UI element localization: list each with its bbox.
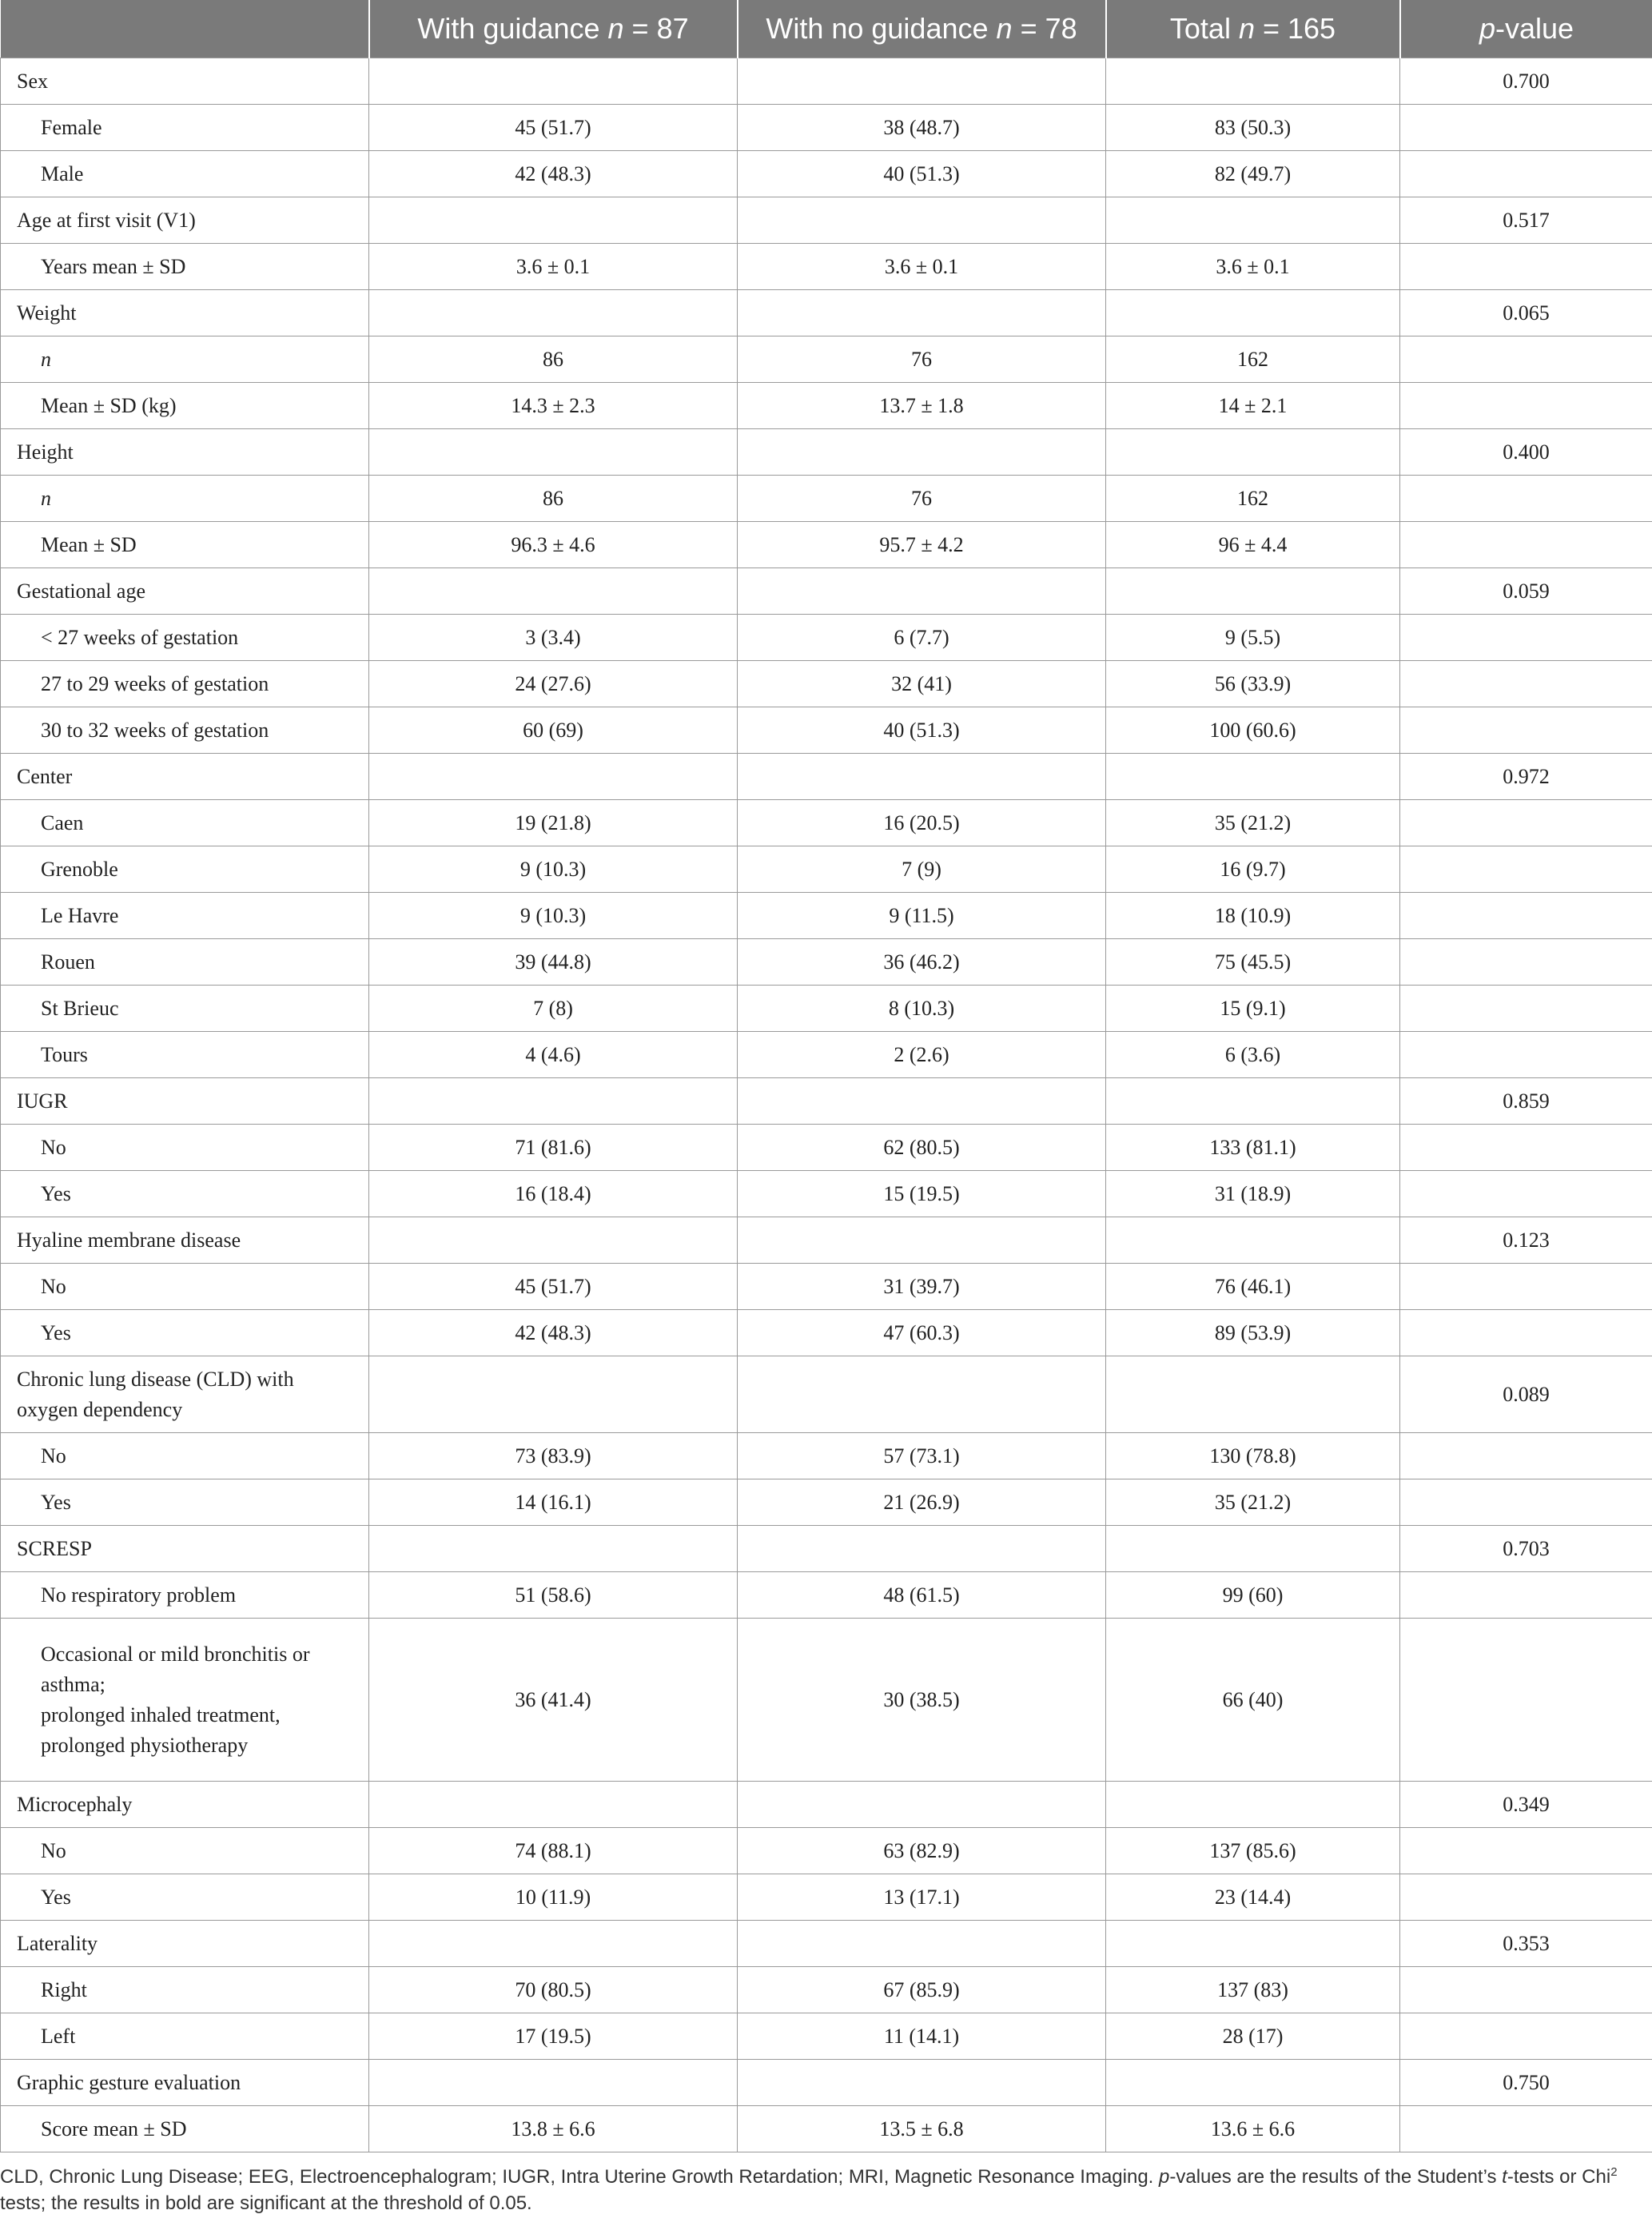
row-label: Rouen [1,939,369,986]
row-label-line: oxygen dependency [17,1397,183,1421]
row-label: Score mean ± SD [1,2106,369,2152]
cell-no-guidance: 76 [738,476,1106,522]
table-footnote [0,2164,1652,2216]
row-label: Weight [1,290,369,336]
cell-with-guidance [369,1921,738,1967]
cell-no-guidance: 32 (41) [738,661,1106,707]
header-row [1,0,1652,58]
row-label [1,1619,369,1782]
row-label: Mean ± SD [1,522,369,568]
cell-no-guidance: 62 (80.5) [738,1125,1106,1171]
table-header [1,0,1652,58]
cell-p-value [1400,522,1652,568]
row-label: Center [1,754,369,800]
cell-with-guidance: 9 (10.3) [369,893,738,939]
header-total-text: Total [1169,12,1239,45]
cell-total: 35 (21.2) [1106,800,1400,846]
cell-p-value: 0.089 [1400,1356,1652,1433]
cell-with-guidance: 17 (19.5) [369,2013,738,2060]
cell-no-guidance: 95.7 ± 4.2 [738,522,1106,568]
cell-total: 130 (78.8) [1106,1433,1400,1479]
cell-no-guidance: 9 (11.5) [738,893,1106,939]
cell-with-guidance: 73 (83.9) [369,1433,738,1479]
cell-with-guidance: 36 (41.4) [369,1619,738,1782]
footnote-text: CLD, Chronic Lung Disease; EEG, Electroencephalogram; IUGR, Intra Uterine Growth Retardation; MRI, Magnetic Resonance Imaging. [0,2166,1159,2188]
row-label: No [1,1433,369,1479]
cell-total [1106,429,1400,476]
table-row [1,1479,1652,1526]
cell-no-guidance [738,1921,1106,1967]
row-label: Height [1,429,369,476]
cell-no-guidance [738,1356,1106,1433]
table-row [1,1078,1652,1125]
cell-total [1106,1921,1400,1967]
row-label: Yes [1,1874,369,1921]
header-no-guidance-value: = 78 [1012,12,1077,45]
cell-p-value [1400,800,1652,846]
cell-no-guidance: 40 (51.3) [738,151,1106,197]
cell-with-guidance: 19 (21.8) [369,800,738,846]
cell-no-guidance: 21 (26.9) [738,1479,1106,1526]
header-no-guidance-n: n [996,12,1013,45]
cell-no-guidance: 2 (2.6) [738,1032,1106,1078]
cell-no-guidance [738,1217,1106,1264]
cell-total: 82 (49.7) [1106,151,1400,197]
cell-total: 100 (60.6) [1106,707,1400,754]
table-row [1,754,1652,800]
cell-p-value [1400,661,1652,707]
cell-p-value: 0.353 [1400,1921,1652,1967]
table-row [1,151,1652,197]
cell-with-guidance: 39 (44.8) [369,939,738,986]
header-no-guidance [738,0,1106,58]
row-label: Yes [1,1310,369,1356]
cell-total: 23 (14.4) [1106,1874,1400,1921]
table-row [1,1782,1652,1828]
cell-p-value [1400,1264,1652,1310]
cell-with-guidance: 3.6 ± 0.1 [369,244,738,290]
cell-total: 18 (10.9) [1106,893,1400,939]
cell-p-value [1400,1310,1652,1356]
row-label: Caen [1,800,369,846]
table-row [1,1356,1652,1433]
table-row [1,615,1652,661]
header-with-guidance-value: = 87 [623,12,689,45]
row-label: Yes [1,1171,369,1217]
row-label: Hyaline membrane disease [1,1217,369,1264]
cell-with-guidance: 24 (27.6) [369,661,738,707]
cell-no-guidance: 13 (17.1) [738,1874,1106,1921]
cell-no-guidance: 3.6 ± 0.1 [738,244,1106,290]
cell-no-guidance: 6 (7.7) [738,615,1106,661]
cell-no-guidance: 48 (61.5) [738,1572,1106,1619]
table-row [1,893,1652,939]
cell-no-guidance [738,290,1106,336]
cell-p-value [1400,1967,1652,2013]
cell-p-value [1400,105,1652,151]
cell-no-guidance [738,1526,1106,1572]
cell-total: 13.6 ± 6.6 [1106,2106,1400,2152]
table-row [1,336,1652,383]
cell-with-guidance: 96.3 ± 4.6 [369,522,738,568]
row-label-line: Chronic lung disease (CLD) with [17,1367,294,1391]
cell-no-guidance [738,429,1106,476]
header-with-guidance [369,0,738,58]
cell-with-guidance [369,1217,738,1264]
cell-p-value [1400,846,1652,893]
row-label: SCRESP [1,1526,369,1572]
cell-p-value [1400,476,1652,522]
cell-p-value: 0.972 [1400,754,1652,800]
row-label: n [1,476,369,522]
cell-with-guidance [369,1078,738,1125]
cell-p-value [1400,2106,1652,2152]
cell-p-value [1400,1125,1652,1171]
cell-total: 99 (60) [1106,1572,1400,1619]
cell-p-value: 0.059 [1400,568,1652,615]
cell-p-value [1400,986,1652,1032]
row-label: Age at first visit (V1) [1,197,369,244]
footnote-superscript: 2 [1610,2165,1618,2179]
header-no-guidance-text: With no guidance [766,12,997,45]
cell-total: 31 (18.9) [1106,1171,1400,1217]
cell-total: 96 ± 4.4 [1106,522,1400,568]
row-label: Le Havre [1,893,369,939]
header-p-italic: p [1479,12,1495,45]
cell-p-value [1400,336,1652,383]
table-row [1,2106,1652,2152]
cell-no-guidance: 63 (82.9) [738,1828,1106,1874]
cell-with-guidance [369,429,738,476]
row-label: Yes [1,1479,369,1526]
cell-total [1106,1356,1400,1433]
cell-total: 14 ± 2.1 [1106,383,1400,429]
cell-total [1106,568,1400,615]
header-total-n: n [1238,12,1255,45]
header-p-value [1400,0,1652,58]
cell-with-guidance: 74 (88.1) [369,1828,738,1874]
table-row [1,1032,1652,1078]
table-row [1,522,1652,568]
cell-with-guidance: 14.3 ± 2.3 [369,383,738,429]
cell-p-value [1400,1032,1652,1078]
row-label: St Brieuc [1,986,369,1032]
header-empty-cell [1,0,369,58]
cell-p-value [1400,1433,1652,1479]
cell-total: 162 [1106,476,1400,522]
cell-with-guidance [369,2060,738,2106]
cell-with-guidance: 13.8 ± 6.6 [369,2106,738,2152]
cell-no-guidance: 8 (10.3) [738,986,1106,1032]
table-row [1,476,1652,522]
cell-total: 56 (33.9) [1106,661,1400,707]
cell-with-guidance: 45 (51.7) [369,105,738,151]
cell-total [1106,1078,1400,1125]
cell-total: 133 (81.1) [1106,1125,1400,1171]
cell-with-guidance [369,1782,738,1828]
cell-with-guidance: 51 (58.6) [369,1572,738,1619]
cell-with-guidance: 7 (8) [369,986,738,1032]
cell-with-guidance: 10 (11.9) [369,1874,738,1921]
table-row [1,939,1652,986]
row-label-line: Occasional or mild bronchitis or [41,1642,310,1666]
cell-no-guidance: 31 (39.7) [738,1264,1106,1310]
cell-total [1106,1526,1400,1572]
cell-p-value: 0.123 [1400,1217,1652,1264]
cell-with-guidance [369,1526,738,1572]
cell-p-value [1400,615,1652,661]
cell-with-guidance [369,568,738,615]
cell-total [1106,58,1400,105]
row-label: Graphic gesture evaluation [1,2060,369,2106]
cell-no-guidance: 16 (20.5) [738,800,1106,846]
table-row [1,661,1652,707]
header-p-text: -value [1495,12,1574,45]
table-row [1,707,1652,754]
cell-with-guidance: 42 (48.3) [369,151,738,197]
cell-total [1106,1217,1400,1264]
table-row [1,1921,1652,1967]
cell-no-guidance: 30 (38.5) [738,1619,1106,1782]
cell-with-guidance: 42 (48.3) [369,1310,738,1356]
cell-p-value [1400,939,1652,986]
cell-total: 6 (3.6) [1106,1032,1400,1078]
row-label-line: asthma; [41,1672,105,1696]
table-row [1,105,1652,151]
cell-p-value [1400,1828,1652,1874]
cell-total [1106,197,1400,244]
cell-p-value [1400,1171,1652,1217]
row-label-line: prolonged inhaled treatment, [41,1702,281,1726]
row-label: < 27 weeks of gestation [1,615,369,661]
cell-with-guidance: 70 (80.5) [369,1967,738,2013]
table-row [1,2013,1652,2060]
row-label: Sex [1,58,369,105]
cell-p-value: 0.859 [1400,1078,1652,1125]
cell-total: 75 (45.5) [1106,939,1400,986]
cell-with-guidance: 86 [369,476,738,522]
table-row [1,568,1652,615]
cell-total: 15 (9.1) [1106,986,1400,1032]
cell-p-value [1400,151,1652,197]
table-body [1,58,1652,2152]
row-label-line: prolonged physiotherapy [41,1733,249,1757]
cell-no-guidance [738,1782,1106,1828]
cell-no-guidance [738,197,1106,244]
row-label: Mean ± SD (kg) [1,383,369,429]
cell-with-guidance: 4 (4.6) [369,1032,738,1078]
cell-p-value [1400,707,1652,754]
cell-no-guidance: 40 (51.3) [738,707,1106,754]
row-label [1,1356,369,1433]
footnote-t-italic: t [1502,2166,1507,2188]
cell-no-guidance [738,2060,1106,2106]
row-label: Male [1,151,369,197]
cell-no-guidance [738,1078,1106,1125]
cell-p-value [1400,2013,1652,2060]
table-row [1,1619,1652,1782]
table-row [1,290,1652,336]
table-row [1,1171,1652,1217]
cell-with-guidance: 86 [369,336,738,383]
cell-no-guidance: 57 (73.1) [738,1433,1106,1479]
cell-with-guidance: 16 (18.4) [369,1171,738,1217]
table-row [1,244,1652,290]
table-row [1,1433,1652,1479]
table-row [1,846,1652,893]
cell-p-value: 0.703 [1400,1526,1652,1572]
cell-no-guidance: 47 (60.3) [738,1310,1106,1356]
table-row [1,429,1652,476]
header-with-guidance-n: n [607,12,624,45]
cell-p-value: 0.700 [1400,58,1652,105]
cell-no-guidance [738,754,1106,800]
cell-p-value [1400,383,1652,429]
cell-no-guidance: 13.5 ± 6.8 [738,2106,1106,2152]
cell-total: 89 (53.9) [1106,1310,1400,1356]
table-row [1,1874,1652,1921]
row-label: Left [1,2013,369,2060]
row-label: 30 to 32 weeks of gestation [1,707,369,754]
cell-no-guidance [738,568,1106,615]
table-row [1,383,1652,429]
cell-no-guidance: 11 (14.1) [738,2013,1106,2060]
row-label: Microcephaly [1,1782,369,1828]
cell-total: 35 (21.2) [1106,1479,1400,1526]
cell-with-guidance: 9 (10.3) [369,846,738,893]
row-label: Tours [1,1032,369,1078]
row-label: Gestational age [1,568,369,615]
cell-p-value: 0.400 [1400,429,1652,476]
header-with-guidance-text: With guidance [417,12,608,45]
cell-no-guidance: 76 [738,336,1106,383]
cell-total: 76 (46.1) [1106,1264,1400,1310]
row-label: No respiratory problem [1,1572,369,1619]
cell-p-value [1400,244,1652,290]
table-row [1,1310,1652,1356]
footnote-text: tests; the results in bold are significant at the threshold of 0.05. [0,2192,532,2214]
table-row [1,2060,1652,2106]
row-label: 27 to 29 weeks of gestation [1,661,369,707]
cell-total: 162 [1106,336,1400,383]
table-row [1,1264,1652,1310]
table-row [1,800,1652,846]
cell-no-guidance: 15 (19.5) [738,1171,1106,1217]
header-total [1106,0,1400,58]
cell-with-guidance: 3 (3.4) [369,615,738,661]
cell-with-guidance [369,290,738,336]
table-row [1,1572,1652,1619]
cell-p-value [1400,1572,1652,1619]
cell-p-value: 0.750 [1400,2060,1652,2106]
cell-total [1106,2060,1400,2106]
table-row [1,58,1652,105]
row-label: Grenoble [1,846,369,893]
cell-no-guidance [738,58,1106,105]
table-row [1,197,1652,244]
row-label: Laterality [1,1921,369,1967]
cell-no-guidance: 7 (9) [738,846,1106,893]
cell-p-value: 0.517 [1400,197,1652,244]
cell-total: 66 (40) [1106,1619,1400,1782]
cell-total: 9 (5.5) [1106,615,1400,661]
cell-total: 28 (17) [1106,2013,1400,2060]
cell-no-guidance: 13.7 ± 1.8 [738,383,1106,429]
footnote-p-italic: p [1159,2166,1170,2188]
row-label: Female [1,105,369,151]
cell-p-value: 0.065 [1400,290,1652,336]
row-label: IUGR [1,1078,369,1125]
cell-total: 16 (9.7) [1106,846,1400,893]
table-row [1,986,1652,1032]
cell-no-guidance: 67 (85.9) [738,1967,1106,2013]
table-row [1,1828,1652,1874]
cell-with-guidance: 45 (51.7) [369,1264,738,1310]
cell-p-value [1400,1479,1652,1526]
row-label: Right [1,1967,369,2013]
cell-p-value [1400,1619,1652,1782]
footnote-text: -tests or Chi [1507,2166,1611,2188]
table-row [1,1526,1652,1572]
row-label: n [1,336,369,383]
cell-total [1106,1782,1400,1828]
table-row [1,1967,1652,2013]
cell-no-guidance: 36 (46.2) [738,939,1106,986]
cell-with-guidance: 71 (81.6) [369,1125,738,1171]
cell-p-value [1400,1874,1652,1921]
cell-total: 137 (85.6) [1106,1828,1400,1874]
table-row [1,1125,1652,1171]
row-label: No [1,1125,369,1171]
cell-p-value: 0.349 [1400,1782,1652,1828]
cell-with-guidance [369,58,738,105]
cell-total [1106,290,1400,336]
cell-total: 137 (83) [1106,1967,1400,2013]
cell-p-value [1400,893,1652,939]
header-total-value: = 165 [1254,12,1336,45]
cell-total: 83 (50.3) [1106,105,1400,151]
cell-with-guidance [369,1356,738,1433]
cell-total: 3.6 ± 0.1 [1106,244,1400,290]
footnote-text: -values are the results of the Student’s [1169,2166,1503,2188]
row-label: No [1,1828,369,1874]
cell-with-guidance: 14 (16.1) [369,1479,738,1526]
table-row [1,1217,1652,1264]
row-label: Years mean ± SD [1,244,369,290]
cell-no-guidance: 38 (48.7) [738,105,1106,151]
cell-with-guidance: 60 (69) [369,707,738,754]
cell-with-guidance [369,197,738,244]
cell-with-guidance [369,754,738,800]
row-label: No [1,1264,369,1310]
cell-total [1106,754,1400,800]
